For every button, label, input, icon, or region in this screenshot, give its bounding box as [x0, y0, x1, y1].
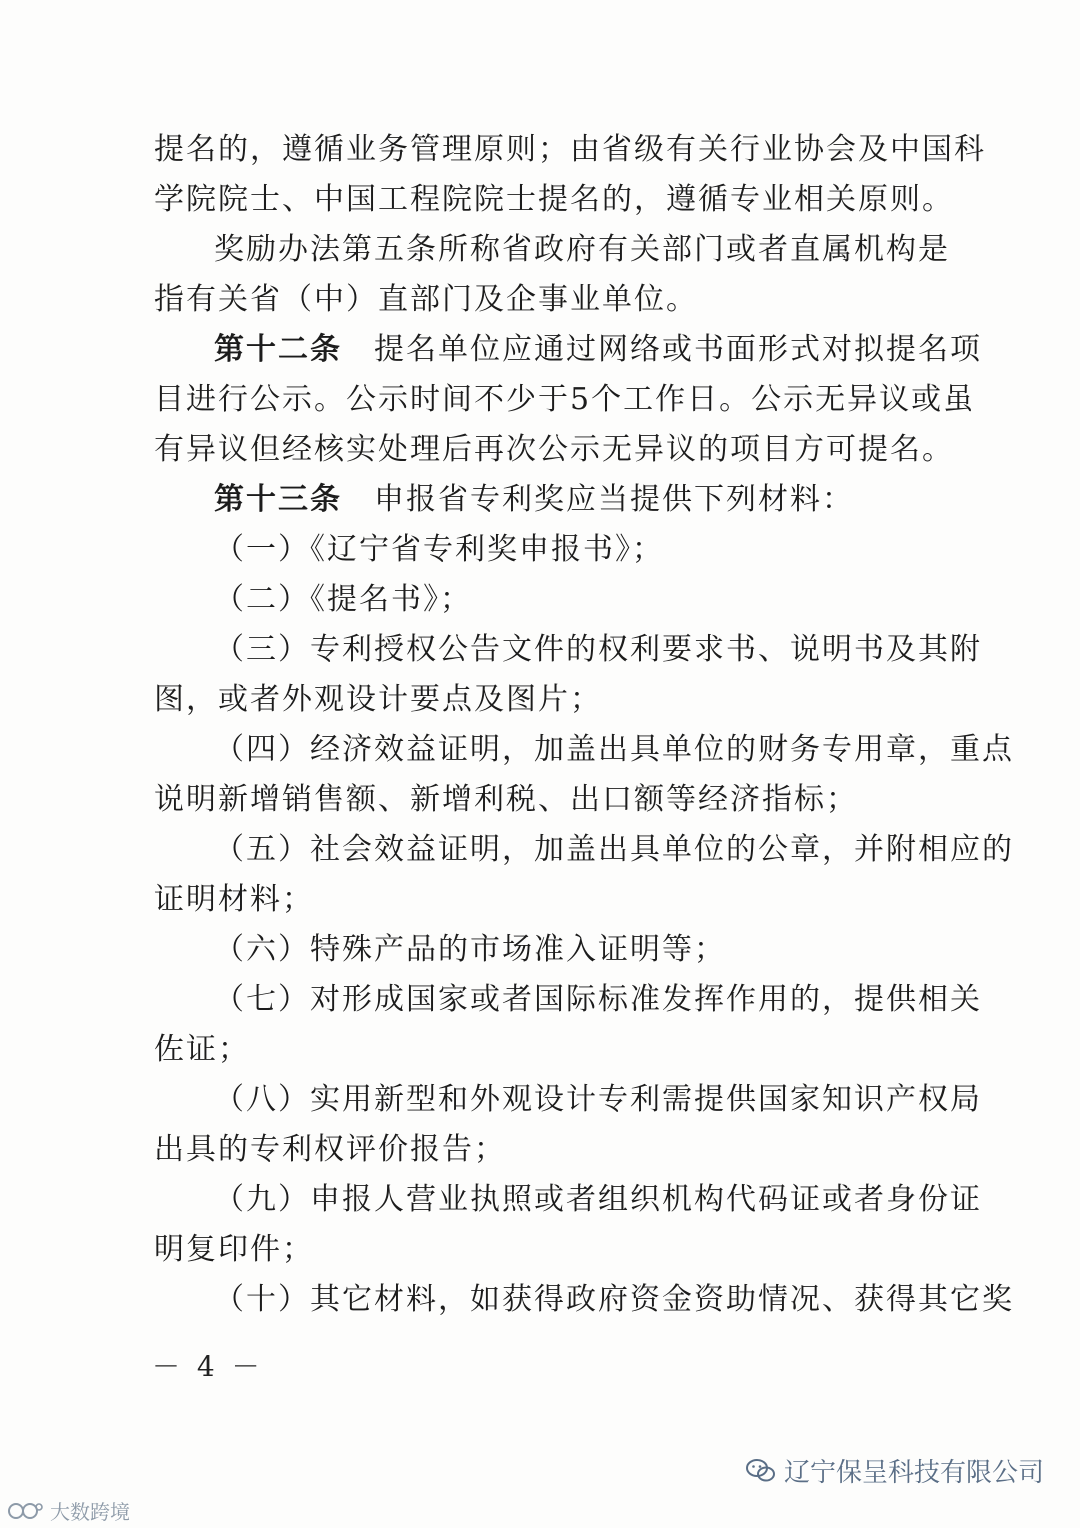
list-item-continuation: 佐证；	[154, 1032, 250, 1067]
wechat-watermark	[746, 1452, 1044, 1489]
platform-watermark	[6, 1496, 130, 1525]
wechat-account-name: 辽宁保呈科技有限公司	[783, 1458, 1044, 1488]
list-item: （六）特殊产品的市场准入证明等；	[214, 932, 726, 967]
list-item-continuation: 出具的专利权评价报告；	[154, 1132, 506, 1167]
list-item: （四）经济效益证明，加盖出具单位的财务专用章，重点	[214, 732, 1014, 767]
list-item-continuation: 证明材料；	[154, 882, 314, 917]
list-item-continuation: 说明新增销售额、新增利税、出口额等经济指标；	[154, 782, 858, 817]
article-12-heading: 第十二条	[214, 332, 342, 367]
list-item: （十）其它材料，如获得政府资金资助情况、获得其它奖	[214, 1282, 1014, 1317]
text-line: 奖励办法第五条所称省政府有关部门或者直属机构是	[214, 232, 950, 267]
list-item-continuation: 明复印件；	[154, 1232, 314, 1267]
page-number: － 4 －	[152, 1350, 264, 1383]
text-line: 指有关省（中）直部门及企事业单位。	[154, 282, 698, 317]
document-body	[154, 125, 1014, 1325]
platform-name: 大数跨境	[50, 1500, 130, 1524]
wechat-icon	[746, 1458, 776, 1484]
list-item-continuation: 图，或者外观设计要点及图片；	[154, 682, 602, 717]
article-13-heading: 第十三条	[214, 482, 342, 517]
list-item: （二）《提名书》；	[214, 582, 472, 617]
text-line: 学院院士、中国工程院院士提名的，遵循专业相关原则。	[154, 182, 954, 217]
platform-logo-icon	[6, 1500, 46, 1522]
article-12-line	[154, 325, 982, 375]
list-item: （九）申报人营业执照或者组织机构代码证或者身份证	[214, 1182, 982, 1217]
list-item: （三）专利授权公告文件的权利要求书、说明书及其附	[214, 632, 982, 667]
text-line: 申报省专利奖应当提供下列材料：	[374, 482, 854, 517]
list-item: （八）实用新型和外观设计专利需提供国家知识产权局	[214, 1082, 982, 1117]
list-item: （七）对形成国家或者国际标准发挥作用的，提供相关	[214, 982, 982, 1017]
text-line: 目进行公示。公示时间不少于5个工作日。公示无异议或虽	[154, 382, 976, 417]
text-line: 提名的，遵循业务管理原则；由省级有关行业协会及中国科	[154, 132, 986, 167]
text-line: 有异议但经核实处理后再次公示无异议的项目方可提名。	[154, 432, 954, 467]
list-item: （五）社会效益证明，加盖出具单位的公章，并附相应的	[214, 832, 1014, 867]
article-13-line	[154, 475, 914, 525]
text-line: 提名单位应通过网络或书面形式对拟提名项	[374, 332, 982, 367]
list-item: （一）《辽宁省专利奖申报书》；	[214, 532, 664, 567]
